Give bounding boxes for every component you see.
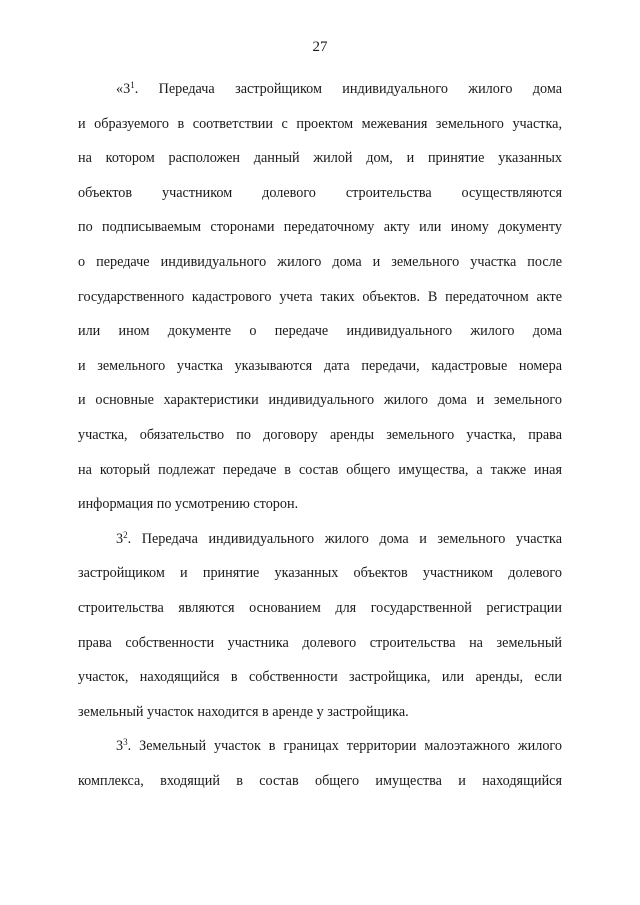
text-line: участок, находящийся в собственности застройщика, или аренды, если	[78, 669, 562, 686]
text-line: по подписываемым сторонами передаточному акту или иному документу	[78, 219, 562, 236]
paragraph-3-3	[78, 729, 562, 798]
text-line: информация по усмотрению сторон.	[78, 496, 299, 513]
clause-number: 3	[116, 738, 124, 755]
clause-number: «3	[116, 81, 131, 97]
text-line: на котором расположен данный жилой дом, и принятие указанных	[78, 150, 562, 167]
text-line	[78, 729, 562, 764]
text-line-content: . Передача застройщиком индивидуального жилого дома	[134, 81, 562, 97]
text-line	[78, 72, 562, 107]
text-line: государственного кадастрового учета таких объектов. В передаточном акте	[78, 288, 562, 305]
paragraph-3-1	[78, 72, 562, 522]
clause-superscript: 2	[123, 529, 128, 540]
text-line: права собственности участника долевого строительства на земельный	[78, 634, 562, 651]
text-line-content: . Земельный участок в границах территории малоэтажного жилого	[127, 738, 562, 755]
clause-number: 3	[116, 530, 124, 547]
bottom-margin	[0, 808, 640, 905]
clause-superscript: 3	[123, 737, 128, 748]
clause-superscript: 1	[130, 80, 135, 90]
page-number: 27	[312, 39, 328, 55]
text-line: и земельного участка указываются дата передачи, кадастровые номера	[78, 357, 562, 374]
text-line: комплекса, входящий в состав общего имущества и находящийся	[78, 772, 562, 789]
text-line: о передаче индивидуального жилого дома и земельного участка после	[78, 253, 562, 270]
document-body	[78, 72, 562, 798]
text-line: земельный участок находится в аренде у застройщика.	[78, 703, 409, 720]
text-line: строительства являются основанием для государственной регистрации	[78, 599, 562, 616]
text-line: объектов участником долевого строительства осуществляются	[78, 184, 562, 201]
text-line: застройщиком и принятие указанных объектов участником долевого	[78, 565, 562, 582]
text-line	[78, 522, 562, 557]
text-line: и основные характеристики индивидуального жилого дома и земельного	[78, 392, 562, 409]
text-line-content: . Передача индивидуального жилого дома и земельного участка	[127, 530, 562, 547]
text-line: или ином документе о передаче индивидуального жилого дома	[78, 323, 562, 340]
paragraph-3-2	[78, 522, 562, 730]
text-line: участка, обязательство по договору аренды земельного участка, права	[78, 426, 562, 443]
text-line: и образуемого в соответствии с проектом межевания земельного участка,	[78, 115, 562, 132]
text-line: на который подлежат передаче в состав общего имущества, а также иная	[78, 461, 562, 478]
